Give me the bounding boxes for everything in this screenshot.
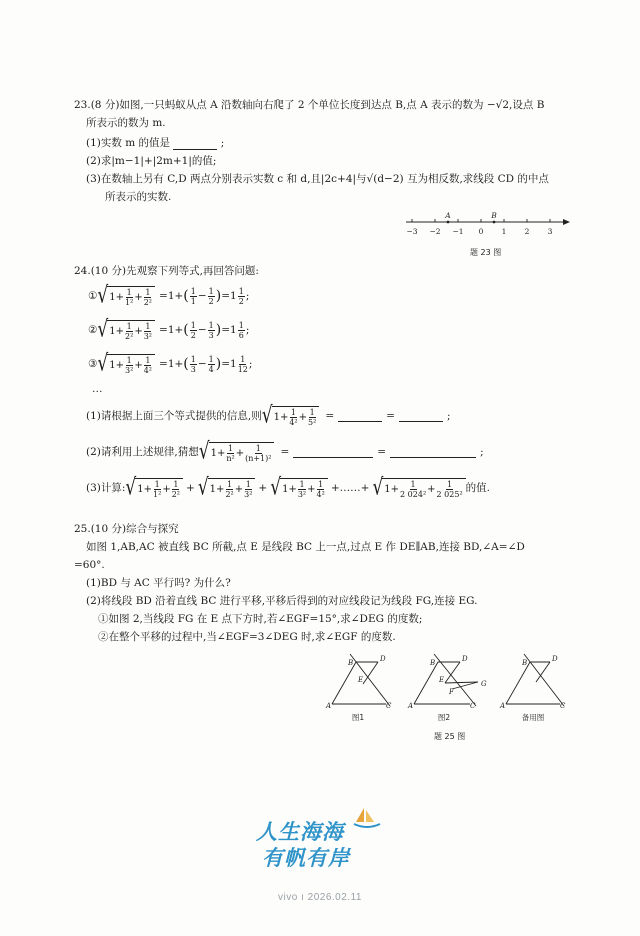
eq2-sqrt: √ 1 + $\frac{1}{\text{2²}}$ + $\frac{1}{\text{3²}}$ — [97, 320, 155, 341]
eq1-mid: =1+ — [159, 289, 184, 302]
q24-p1-text: (1)请根据上面三个等式提供的信息,则 — [86, 409, 262, 422]
num: 1 — [145, 321, 151, 331]
label-g: G — [481, 680, 487, 688]
num: 1 — [126, 287, 132, 297]
num: 1 — [145, 287, 151, 297]
label-a: A — [408, 702, 414, 710]
frac — [208, 287, 215, 306]
slogan-line1: 人生海海 — [256, 820, 344, 844]
frac — [400, 480, 426, 499]
den: 2 — [238, 296, 244, 306]
den: 2 024² — [400, 489, 427, 499]
frac — [153, 480, 161, 499]
q23-part2: (2)求|m−1|+|2m+1|的值; — [86, 155, 217, 167]
q24-p3-text: (3)计算: — [86, 481, 126, 494]
p2-blank-1 — [293, 446, 373, 458]
num: 1 — [126, 321, 132, 331]
op: + — [298, 411, 308, 423]
label-c: C — [470, 702, 476, 710]
tick-label: 0 — [478, 227, 484, 236]
label-d: D — [552, 655, 558, 663]
end: ; — [446, 409, 451, 422]
paren: ) — [215, 321, 222, 338]
q25-caption: 题 25 图 — [434, 732, 466, 741]
q23-part1-blank — [173, 138, 217, 150]
eq3-sqrt: √ 1 + $\frac{1}{\text{3²}}$ + $\frac{1}{\text{4²}}$ — [97, 354, 155, 375]
den: 3 — [190, 364, 196, 374]
fig1-label: 图1 — [351, 713, 365, 722]
eq2-result: =1 — [221, 323, 237, 336]
den: 2² — [225, 489, 234, 499]
term: 1 — [109, 359, 116, 371]
num: 1 — [208, 354, 214, 364]
q23-caption: 题 23 图 — [470, 248, 502, 257]
frac — [226, 444, 234, 463]
num: 1 — [238, 320, 244, 330]
q25-l5: ①如图 2,当线段 FG 在 E 点下方时,若∠EGF=15°,求∠DEG 的度数; — [98, 613, 423, 625]
op: + — [279, 411, 289, 423]
label-a: A — [500, 702, 506, 710]
op: + — [288, 483, 297, 495]
frac — [144, 322, 152, 341]
label-a: A — [326, 702, 332, 710]
p1-sqrt: √ 1 + $\frac{1}{\text{4²}}$ + $\frac{1}{\text{5²}}$ — [262, 406, 320, 427]
minus: − — [197, 323, 207, 336]
frac — [238, 287, 245, 306]
num: 1 — [309, 407, 315, 417]
paren: ( — [183, 355, 189, 372]
label-d: D — [380, 655, 386, 663]
q23-line2: 所表示的数为 m. — [86, 117, 166, 129]
frac — [244, 480, 252, 499]
term: 1 — [209, 483, 217, 495]
num: 1 — [208, 320, 214, 330]
eq: = — [386, 409, 395, 422]
q24-p2-text: (2)请利用上述规律,猜想 — [86, 445, 199, 458]
den: (n+1)² — [245, 453, 272, 463]
num: 1 — [318, 479, 324, 489]
eq3-result: =1 — [221, 357, 237, 370]
frac — [238, 321, 245, 340]
den: 4² — [143, 365, 153, 375]
q25-l3: (1)BD 与 AC 平行吗? 为什么? — [86, 577, 231, 589]
label-e: E — [439, 676, 445, 684]
q25-figures — [320, 646, 590, 726]
op: + — [216, 447, 226, 459]
den: 2² — [171, 489, 181, 499]
op: + — [186, 481, 195, 494]
end: ; — [245, 289, 250, 302]
op: + — [115, 291, 125, 303]
den: 3² — [143, 331, 153, 341]
p3-sqrt-2: √ 1 + $\frac{1}{\text{2²}}$ + $\frac{1}{\text{3²}}$ — [198, 478, 256, 499]
num: 1 — [238, 286, 244, 296]
point-b-label: B — [491, 211, 497, 220]
den: 4² — [289, 417, 298, 427]
den: 2 025² — [436, 489, 463, 499]
end: ; — [480, 445, 484, 458]
op: + — [115, 325, 125, 337]
p3-sqrt-3: √ 1 + $\frac{1}{\text{3²}}$ + $\frac{1}{\text{4²}}$ — [270, 478, 328, 499]
label-b: B — [522, 659, 528, 667]
frac — [190, 321, 197, 340]
frac — [172, 480, 180, 499]
eq: = — [325, 409, 335, 422]
den: 3² — [125, 365, 134, 375]
paren: ( — [183, 287, 189, 304]
q24-intro: 24.(10 分)先观察下列等式,再回答问题: — [74, 265, 259, 277]
den: 2 — [208, 296, 214, 306]
op: + — [235, 447, 245, 459]
frac — [125, 356, 133, 375]
p3-sqrt-1: √ 1 + $\frac{1}{\text{1²}}$ + $\frac{1}{\text{2²}}$ — [125, 478, 183, 499]
tick-label: −3 — [406, 227, 418, 236]
q25-l2: =60°. — [74, 559, 105, 571]
num: 1 — [190, 354, 196, 364]
op: + — [307, 483, 316, 495]
label-c: C — [560, 702, 566, 710]
frac — [190, 287, 197, 306]
eq3-mid: =1+ — [159, 357, 184, 370]
q23-part1-end: ; — [220, 137, 225, 149]
term: 1 — [210, 447, 217, 459]
fig3-label: 备用图 — [521, 713, 545, 722]
num: 1 — [245, 479, 251, 489]
q25-l1: 如图 1,AB,AC 被直线 BC 所截,点 E 是线段 BC 上一点,过点 E 作 DE∥AB,连接 BD,∠A=∠D — [86, 541, 525, 553]
den: 3 — [208, 330, 214, 340]
frac — [144, 356, 152, 375]
op: + — [134, 291, 143, 303]
num: 1 — [227, 479, 233, 489]
frac — [317, 480, 325, 499]
tick-label: 2 — [524, 227, 530, 236]
label-e: E — [358, 676, 364, 684]
den: 1² — [125, 297, 134, 307]
frac — [225, 480, 233, 499]
frac — [125, 288, 133, 307]
tick-label: 3 — [547, 227, 553, 236]
frac — [208, 321, 215, 340]
q24-eq2 — [88, 317, 249, 343]
term: 1 — [273, 411, 280, 423]
paren: ( — [183, 321, 189, 338]
den: 3² — [297, 489, 307, 499]
den: 1 — [190, 296, 196, 306]
term: 1 — [137, 483, 144, 495]
num: 1 — [145, 355, 151, 365]
op: + — [134, 325, 143, 337]
num: 1 — [290, 407, 297, 417]
sailboat-icon — [352, 806, 382, 832]
p1-blank-2 — [399, 410, 443, 422]
den: n² — [226, 453, 235, 463]
eq3-mark: ③ — [88, 357, 98, 370]
op: + — [234, 483, 244, 495]
q23-number-line — [400, 208, 575, 242]
den: 6 — [238, 330, 244, 340]
num: 1 — [190, 320, 196, 330]
frac — [190, 355, 197, 374]
eq: = — [280, 445, 290, 458]
num: 1 — [447, 479, 453, 489]
frac — [144, 288, 152, 307]
end: ; — [245, 323, 250, 336]
paren: ) — [215, 355, 222, 372]
den: 3² — [244, 489, 253, 499]
q24-eq1 — [88, 283, 249, 309]
num: 1 — [240, 354, 246, 364]
num: 1 — [410, 479, 416, 489]
den: 12 — [237, 364, 248, 374]
frac — [308, 408, 316, 427]
p3-sqrt-4: √ 1 + $\frac{1}{\text{2 024²}}$ + $\frac{1}{\text{2 025²}}$ — [372, 478, 465, 499]
op: + — [390, 483, 400, 495]
op: + — [143, 483, 153, 495]
num: 1 — [173, 479, 179, 489]
watermark: vivo ı 2026.02.11 — [278, 892, 362, 903]
end: ; — [248, 357, 253, 370]
q24-p3-end: 的值. — [465, 481, 490, 494]
label-f: F — [449, 688, 454, 696]
frac — [298, 480, 306, 499]
q23-part3a: (3)在数轴上另有 C,D 两点分别表示实数 c 和 d,且|2c+4|与√(d−2) 互为相反数,求线段 CD 的中点 — [86, 173, 549, 185]
q24-dots: … — [92, 383, 103, 395]
p2-blank-2 — [390, 446, 476, 458]
op: + — [162, 483, 171, 495]
q25-l4: (2)将线段 BD 沿着直线 BC 进行平移,平移后得到的对应线段记为线段 FG,连接 EG. — [86, 595, 478, 607]
q24-p3-dots: +……+ — [330, 481, 370, 494]
den: 2² — [143, 297, 153, 307]
q24-part1 — [86, 403, 450, 429]
q24-part3 — [86, 474, 490, 502]
tick-label: 1 — [501, 227, 507, 236]
p1-blank-1 — [338, 410, 382, 422]
den: 2 — [190, 330, 196, 340]
minus: − — [197, 357, 207, 370]
op: + — [427, 483, 436, 495]
label-b: B — [348, 659, 354, 667]
num: 1 — [154, 479, 160, 489]
den: 4 — [208, 364, 214, 374]
frac — [437, 480, 463, 499]
op: + — [115, 359, 125, 371]
num: 1 — [190, 286, 196, 296]
den: 5² — [308, 417, 317, 427]
q23-line1: 23.(8 分)如图,一只蚂蚁从点 A 沿数轴向右爬了 2 个单位长度到达点 B,点 A 表示的数为 −√2,设点 B — [74, 99, 545, 111]
q23-part1 — [86, 137, 224, 150]
frac — [238, 355, 248, 374]
eq2-mid: =1+ — [159, 323, 184, 336]
tick-label: −2 — [429, 227, 441, 236]
eq2-mark: ② — [88, 323, 98, 336]
den: 4² — [316, 489, 325, 499]
label-c: C — [386, 702, 392, 710]
eq: = — [377, 445, 387, 458]
q23-part1-text: (1)实数 m 的值是 — [86, 137, 171, 149]
term: 1 — [282, 483, 289, 495]
eq1-mark: ① — [88, 289, 98, 302]
frac — [125, 322, 133, 341]
q23-part3b: 所表示的实数. — [105, 191, 172, 203]
op: + — [258, 481, 268, 494]
num: 1 — [299, 479, 305, 489]
num: 1 — [208, 286, 214, 296]
paren: ) — [215, 287, 222, 304]
q25-l6: ②在整个平移的过程中,当∠EGF=3∠DEG 时,求∠EGF 的度数. — [98, 631, 396, 643]
term: 1 — [384, 483, 391, 495]
den: 2² — [125, 331, 134, 341]
q24-eq3 — [88, 351, 252, 377]
fig2-label: 图2 — [437, 713, 451, 722]
num: 1 — [227, 443, 234, 453]
tick-label: −1 — [452, 227, 464, 236]
point-a-label: A — [445, 211, 451, 220]
op: + — [216, 483, 225, 495]
eq1-sqrt: √ 1 + $\frac{1}{\text{1²}}$ + $\frac{1}{\text{2²}}$ — [97, 286, 155, 307]
q24-part2 — [86, 438, 484, 466]
frac — [289, 408, 297, 427]
slogan-line2: 有帆有岸 — [262, 846, 350, 870]
op: + — [134, 359, 143, 371]
label-d: D — [462, 655, 468, 663]
num: 1 — [255, 443, 261, 453]
frac — [208, 355, 215, 374]
p2-sqrt: √ 1 + $\frac{1}{\text{n²}}$ + $\frac{1}{\text{(n+1)²}}$ — [199, 442, 275, 463]
num: 1 — [126, 355, 132, 365]
eq1-result: =1 — [221, 289, 237, 302]
frac — [245, 444, 271, 463]
den: 1² — [153, 489, 162, 499]
q25-intro: 25.(10 分)综合与探究 — [74, 523, 179, 535]
minus: − — [197, 289, 207, 302]
term: 1 — [109, 325, 116, 337]
term: 1 — [109, 291, 116, 303]
label-b: B — [430, 659, 436, 667]
